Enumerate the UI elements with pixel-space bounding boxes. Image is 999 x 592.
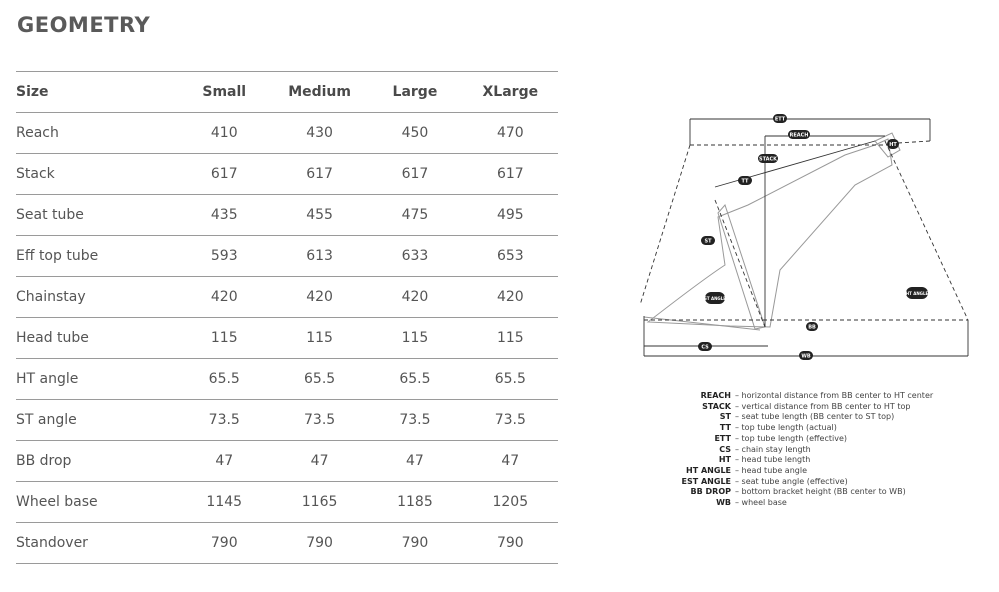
- row-label: ST angle: [16, 400, 177, 441]
- cell-value: 65.5: [367, 359, 462, 400]
- legend-row: [640, 477, 933, 488]
- table-row: [16, 195, 558, 236]
- legend-key: ST: [719, 412, 731, 422]
- legend-key: TT: [719, 423, 731, 433]
- frame-outline: [648, 139, 892, 327]
- legend-value: – head tube angle: [735, 465, 808, 475]
- table-row: [16, 482, 558, 523]
- legend-row: [640, 391, 933, 402]
- cs-label: CS: [701, 344, 709, 351]
- row-label: BB drop: [16, 441, 177, 482]
- row-label: Chainstay: [16, 277, 177, 318]
- legend-row: [640, 487, 933, 498]
- cell-value: 115: [463, 318, 558, 359]
- legend: [640, 391, 933, 509]
- st-angle-label: ST ANGLE: [703, 296, 727, 301]
- cell-value: 653: [463, 236, 558, 277]
- cell-value: 593: [177, 236, 272, 277]
- legend-value: – top tube length (actual): [735, 423, 837, 433]
- row-label: Eff top tube: [16, 236, 177, 277]
- st-label: ST: [704, 238, 712, 245]
- chainstay-outline: [644, 317, 760, 330]
- cell-value: 613: [272, 236, 367, 277]
- cell-value: 617: [463, 154, 558, 195]
- cell-value: 420: [177, 277, 272, 318]
- cell-value: 47: [367, 441, 462, 482]
- cell-value: 1165: [272, 482, 367, 523]
- table-row: [16, 318, 558, 359]
- legend-value: – seat tube angle (effective): [735, 476, 848, 486]
- ett-label: ETT: [774, 116, 786, 123]
- table-row: [16, 359, 558, 400]
- legend-key: ETT: [714, 433, 731, 443]
- cell-value: 470: [463, 113, 558, 154]
- cell-value: 65.5: [463, 359, 558, 400]
- cell-value: 73.5: [463, 400, 558, 441]
- column-header-medium: Medium: [272, 72, 367, 113]
- cell-value: 435: [177, 195, 272, 236]
- legend-value: – vertical distance from BB center to HT top: [735, 401, 911, 411]
- tt-label: TT: [741, 178, 749, 185]
- row-label: Head tube: [16, 318, 177, 359]
- legend-row: [640, 423, 933, 434]
- legend-value: – top tube length (effective): [735, 433, 847, 443]
- reach-label: REACH: [789, 132, 809, 139]
- cell-value: 65.5: [177, 359, 272, 400]
- geometry-table: [16, 71, 558, 564]
- cell-value: 115: [367, 318, 462, 359]
- cell-value: 115: [272, 318, 367, 359]
- table-row: [16, 441, 558, 482]
- cell-value: 1145: [177, 482, 272, 523]
- page-title: GEOMETRY: [17, 13, 151, 37]
- cell-value: 790: [272, 523, 367, 564]
- cell-value: 73.5: [272, 400, 367, 441]
- seat-axis-line: [640, 145, 690, 305]
- cell-value: 455: [272, 195, 367, 236]
- legend-row: [640, 402, 933, 413]
- cell-value: 73.5: [177, 400, 272, 441]
- cell-value: 790: [463, 523, 558, 564]
- legend-value: – chain stay length: [735, 444, 811, 454]
- cell-value: 790: [177, 523, 272, 564]
- legend-value: – seat tube length (BB center to ST top): [735, 412, 895, 422]
- table-row: [16, 277, 558, 318]
- seat-tube-axis-line: [715, 200, 765, 327]
- table-row: [16, 236, 558, 277]
- column-header-size: Size: [16, 72, 177, 113]
- stack-label: STACK: [758, 156, 778, 163]
- legend-value: – wheel base: [735, 498, 787, 508]
- cell-value: 65.5: [272, 359, 367, 400]
- legend-key: STACK: [702, 401, 731, 411]
- cell-value: 633: [367, 236, 462, 277]
- cell-value: 47: [177, 441, 272, 482]
- column-header-xlarge: XLarge: [463, 72, 558, 113]
- legend-key: EST ANGLE: [681, 476, 731, 486]
- cell-value: 430: [272, 113, 367, 154]
- cell-value: 420: [463, 277, 558, 318]
- cell-value: 617: [272, 154, 367, 195]
- legend-value: – horizontal distance from BB center to HT center: [735, 391, 934, 400]
- table-row: [16, 523, 558, 564]
- cell-value: 1205: [463, 482, 558, 523]
- bb-label: BB: [808, 324, 816, 331]
- legend-row: [640, 466, 933, 477]
- column-header-small: Small: [177, 72, 272, 113]
- legend-row: [640, 434, 933, 445]
- legend-key: HT ANGLE: [686, 465, 731, 475]
- legend-value: – head tube length: [735, 455, 811, 465]
- cell-value: 475: [367, 195, 462, 236]
- row-label: Reach: [16, 113, 177, 154]
- cell-value: 617: [177, 154, 272, 195]
- wb-label: WB: [801, 353, 811, 360]
- cell-value: 410: [177, 113, 272, 154]
- row-label: Seat tube: [16, 195, 177, 236]
- row-label: Wheel base: [16, 482, 177, 523]
- legend-row: [640, 445, 933, 456]
- column-header-large: Large: [367, 72, 462, 113]
- row-label: Stack: [16, 154, 177, 195]
- table-row: [16, 113, 558, 154]
- cell-value: 790: [367, 523, 462, 564]
- cell-value: 617: [367, 154, 462, 195]
- row-label: Standover: [16, 523, 177, 564]
- cell-value: 450: [367, 113, 462, 154]
- legend-row: [640, 412, 933, 423]
- legend-value: – bottom bracket height (BB center to WB): [735, 487, 906, 497]
- cell-value: 420: [272, 277, 367, 318]
- cell-value: 115: [177, 318, 272, 359]
- frame-geometry-diagram: [630, 105, 980, 365]
- cell-value: 47: [463, 441, 558, 482]
- legend-row: [640, 455, 933, 466]
- legend-row: [640, 498, 933, 509]
- table-row: [16, 154, 558, 195]
- legend-key: WB: [716, 498, 731, 508]
- legend-key: BB DROP: [690, 487, 731, 497]
- legend-key: REACH: [700, 391, 731, 400]
- ht-label: HT: [889, 142, 897, 148]
- ht-angle-label: HT ANGLE: [905, 291, 929, 296]
- cell-value: 495: [463, 195, 558, 236]
- table-header-row: [16, 72, 558, 113]
- cell-value: 47: [272, 441, 367, 482]
- table-row: [16, 400, 558, 441]
- row-label: HT angle: [16, 359, 177, 400]
- cell-value: 1185: [367, 482, 462, 523]
- legend-key: HT: [718, 455, 731, 465]
- cell-value: 420: [367, 277, 462, 318]
- cell-value: 73.5: [367, 400, 462, 441]
- top-reference-line-right: [898, 141, 930, 143]
- legend-key: CS: [719, 444, 731, 454]
